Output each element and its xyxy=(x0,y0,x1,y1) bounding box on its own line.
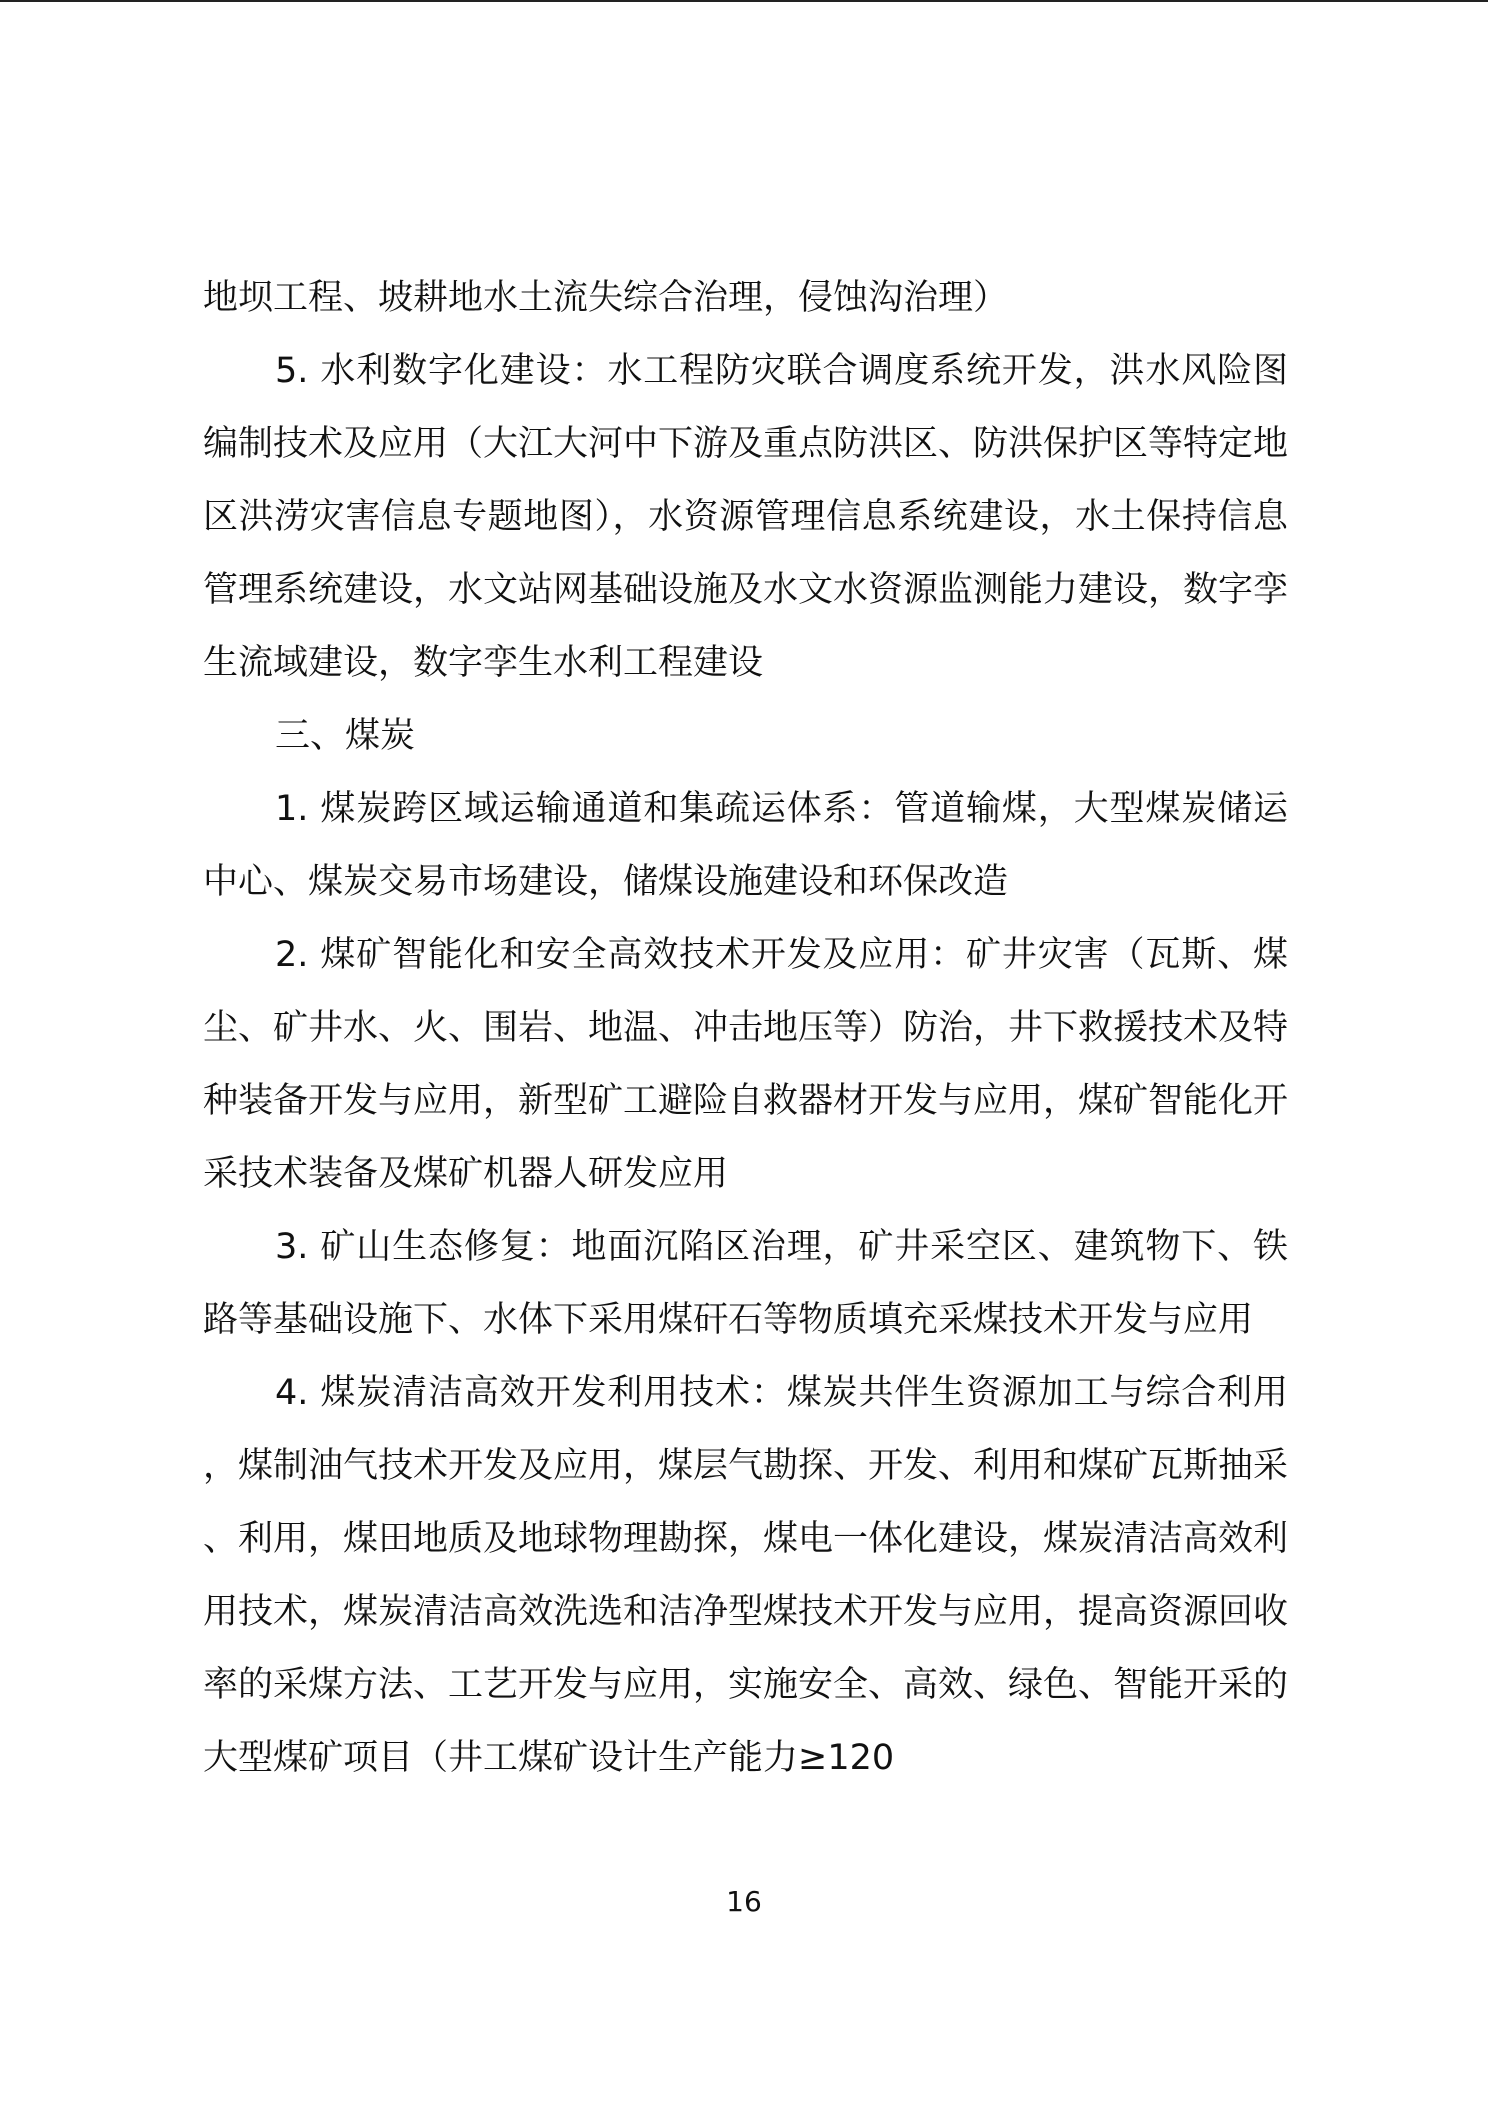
paragraph-clean-coal: 4. 煤炭清洁高效开发利用技术：煤炭共伴生资源加工与综合利用，煤制油气技术开发及应用，煤层气勘探、开发、利用和煤矿瓦斯抽采、利用，煤田地质及地球物理勘探，煤电一体化建设，煤炭清洁高效利用技术，煤炭清洁高效洗选和洁净型煤技术开发与应用，提高资源回收率的采煤方法、工艺开发与应用，实施安全、高效、绿色、智能开采的大型煤矿项目（井工煤矿设计生产能力≥120 xyxy=(203,1373,1289,1778)
paragraph-mine-ecology: 3. 矿山生态修复：地面沉陷区治理，矿井采空区、建筑物下、铁路等基础设施下、水体下采用煤矸石等物质填充采煤技术开发与应用 xyxy=(203,1227,1288,1340)
paragraph-water-digitalization: 5. 水利数字化建设：水工程防灾联合调度系统开发，洪水风险图编制技术及应用（大江大河中下游及重点防洪区、防洪保护区等特定地区洪涝灾害信息专题地图），水资源管理信息系统建设，水土保持信息管理系统建设，水文站网基础设施及水文水资源监测能力建设，数字孪生流域建设，数字孪生水利工程建设 xyxy=(203,351,1289,683)
paragraph-continuation: 地坝工程、坡耕地水土流失综合治理，侵蚀沟治理） xyxy=(203,278,1009,318)
paragraph-coal-transport: 1. 煤炭跨区域运输通道和集疏运体系：管道输煤，大型煤炭储运中心、煤炭交易市场建设，储煤设施建设和环保改造 xyxy=(203,789,1288,902)
page-top-border xyxy=(0,0,1488,2)
paragraph-coal-mine-safety: 2. 煤矿智能化和安全高效技术开发及应用：矿井灾害（瓦斯、煤尘、矿井水、火、围岩、地温、冲击地压等）防治，井下救援技术及特种装备开发与应用，新型矿工避险自救器材开发与应用，煤矿智能化开采技术装备及煤矿机器人研发应用 xyxy=(203,935,1289,1194)
page-number: 16 xyxy=(726,1885,762,1918)
section-heading-coal: 三、煤炭 xyxy=(275,716,416,756)
document-body xyxy=(203,262,1288,1795)
